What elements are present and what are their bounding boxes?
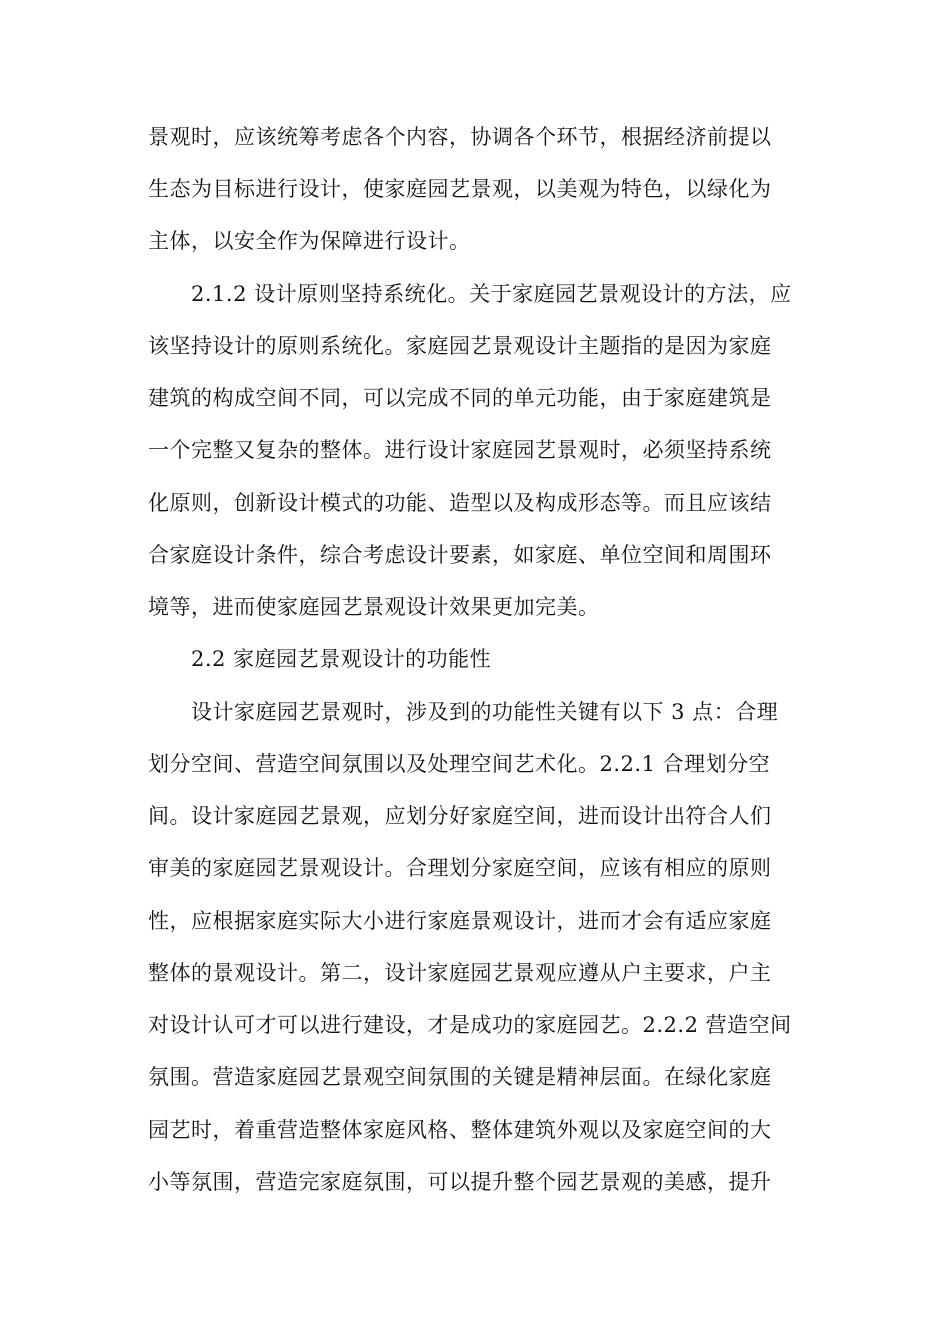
text-line: 境等，进而使家庭园艺景观设计效果更加完美。 xyxy=(148,595,600,619)
text-line: 该坚持设计的原则系统化。家庭园艺景观设计主题指的是因为家庭 xyxy=(148,334,772,358)
text-line: 划分空间、营造空间氛围以及处理空间艺术化。2.2.1 合理划分空 xyxy=(148,752,771,776)
text-line: 设计家庭园艺景观时，涉及到的功能性关键有以下 3 点：合理 xyxy=(191,700,779,724)
text-line: 化原则，创新设计模式的功能、造型以及构成形态等。而且应该结 xyxy=(148,491,772,515)
text-line: 主体，以安全作为保障进行设计。 xyxy=(148,229,471,253)
text-line: 间。设计家庭园艺景观，应划分好家庭空间，进而设计出符合人们 xyxy=(148,804,772,828)
section-heading-2-1-2: 2.1.2 设计原则坚持系统化。关于家庭园艺景观设计的方法，应 xyxy=(191,282,792,306)
text-line: 小等氛围，营造完家庭氛围，可以提升整个园艺景观的美感，提升 xyxy=(148,1170,772,1194)
text-line: 生态为目标进行设计，使家庭园艺景观，以美观为特色，以绿化为 xyxy=(148,177,772,201)
text-line: 园艺时，着重营造整体家庭风格、整体建筑外观以及家庭空间的大 xyxy=(148,1118,772,1142)
text-line: 景观时，应该统筹考虑各个内容，协调各个环节，根据经济前提以 xyxy=(148,125,772,149)
text-line: 一个完整又复杂的整体。进行设计家庭园艺景观时，必须坚持系统 xyxy=(148,438,772,462)
text-line: 审美的家庭园艺景观设计。合理划分家庭空间，应该有相应的原则 xyxy=(148,856,772,880)
text-line: 整体的景观设计。第二，设计家庭园艺景观应遵从户主要求，户主 xyxy=(148,961,772,985)
text-line: 氛围。营造家庭园艺景观空间氛围的关键是精神层面。在绿化家庭 xyxy=(148,1065,772,1089)
text-line: 合家庭设计条件，综合考虑设计要素，如家庭、单位空间和周围环 xyxy=(148,543,772,567)
section-heading-2-2: 2.2 家庭园艺景观设计的功能性 xyxy=(191,647,492,671)
text-line: 对设计认可才可以进行建设，才是成功的家庭园艺。2.2.2 营造空间 xyxy=(148,1013,792,1037)
text-line: 性，应根据家庭实际大小进行家庭景观设计，进而才会有适应家庭 xyxy=(148,909,772,933)
text-line: 建筑的构成空间不同，可以完成不同的单元功能，由于家庭建筑是 xyxy=(148,386,772,410)
